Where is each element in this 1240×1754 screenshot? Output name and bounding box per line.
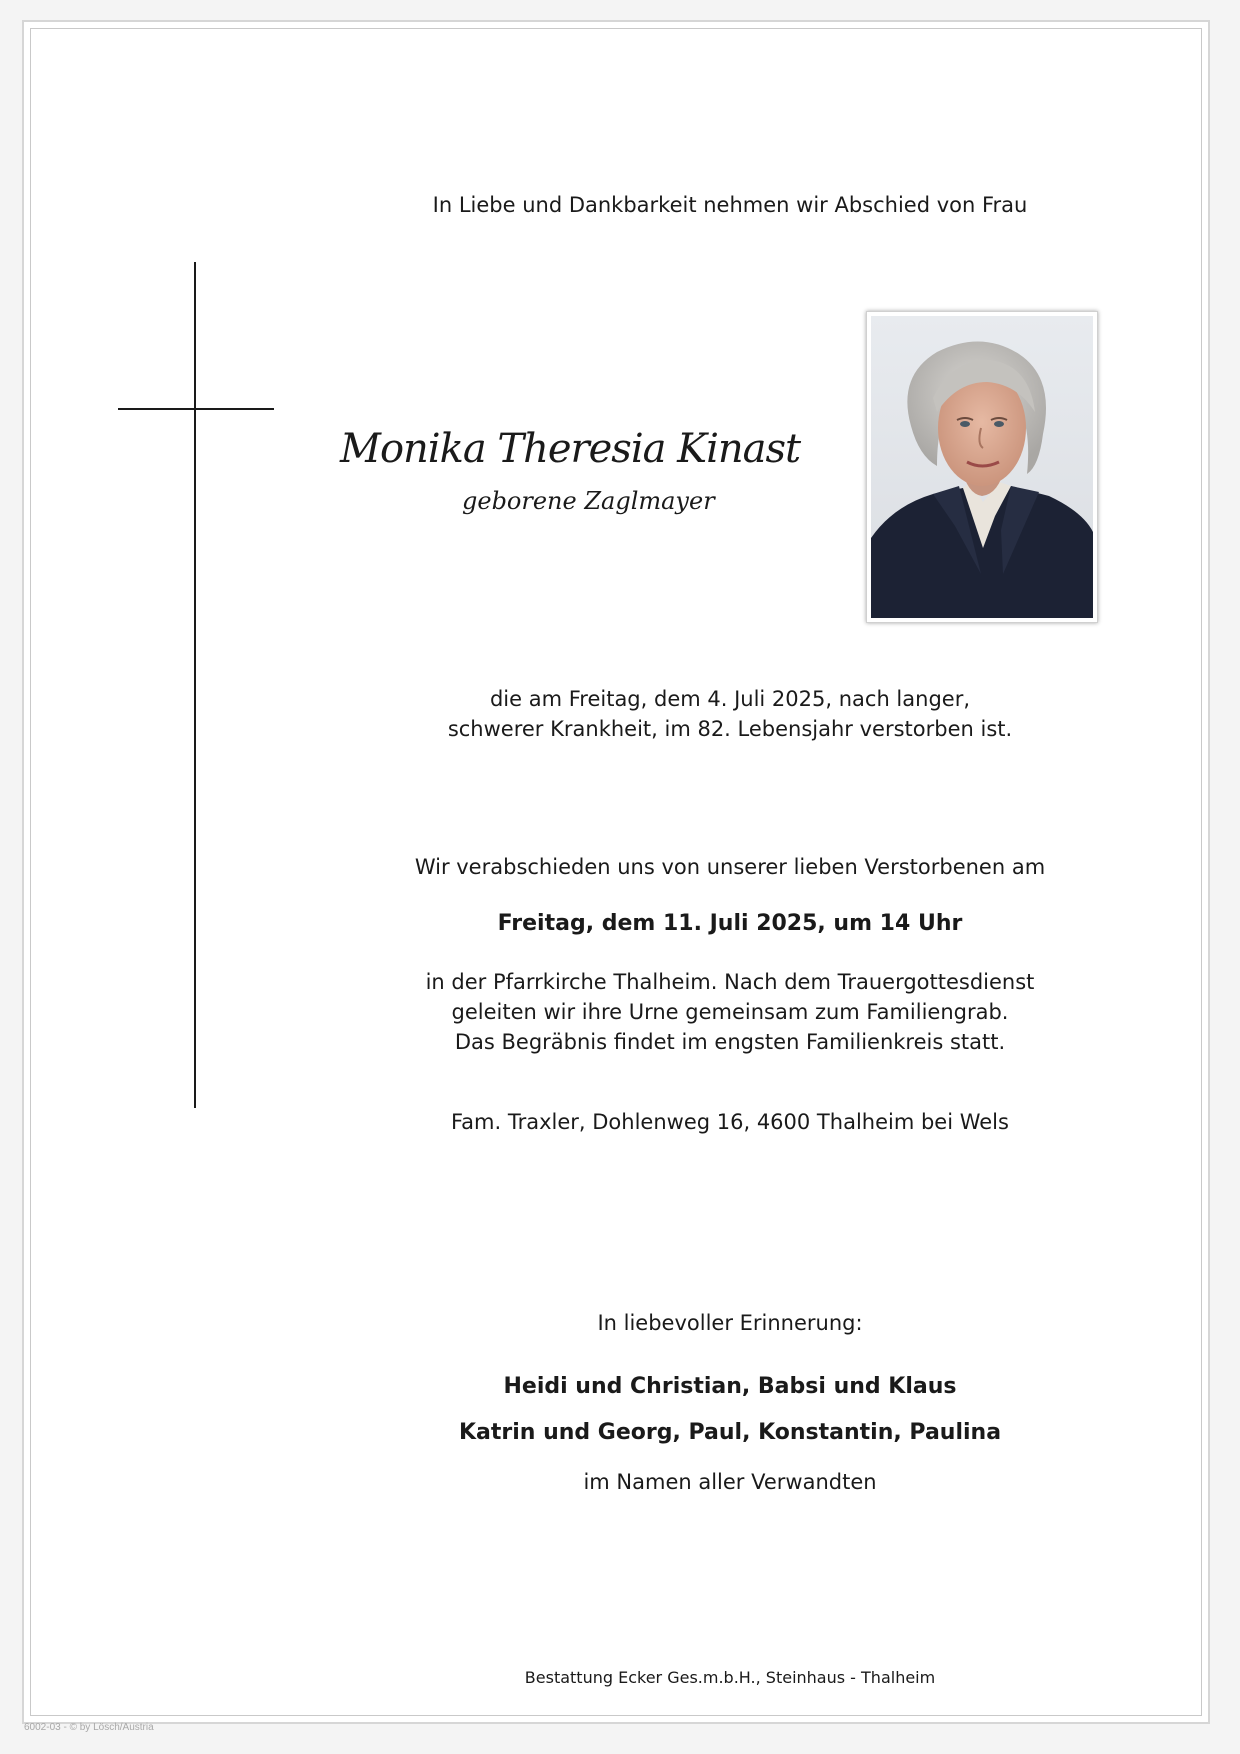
- farewell-intro: Wir verabschieden uns von unserer lieben Verstorbenen am: [414, 855, 1046, 879]
- deceased-name: Monika Theresia Kinast: [340, 426, 801, 472]
- mourners-line: Katrin und Georg, Paul, Konstantin, Paulina: [458, 1420, 1002, 1445]
- mourners-line: Heidi und Christian, Babsi und Klaus: [503, 1374, 957, 1399]
- family-address: Fam. Traxler, Dohlenweg 16, 4600 Thalheim bei Wels: [451, 1110, 1009, 1134]
- funeral-home: Bestattung Ecker Ges.m.b.H., Steinhaus - Thalheim: [524, 1668, 936, 1687]
- death-notice-line: schwerer Krankheit, im 82. Lebensjahr verstorben ist.: [447, 717, 1013, 741]
- death-notice: [380, 684, 1080, 744]
- mourners-list: [380, 1364, 1080, 1456]
- funeral-date-time: Freitag, dem 11. Juli 2025, um 14 Uhr: [497, 911, 963, 936]
- ceremony-details-line: in der Pfarrkirche Thalheim. Nach dem Trauergottesdienst: [425, 970, 1035, 994]
- portrait-photo: [866, 311, 1098, 623]
- cross-horizontal-bar: [118, 408, 274, 410]
- ceremony-details: [380, 967, 1080, 1057]
- portrait-image: [871, 316, 1093, 618]
- death-notice-line: die am Freitag, dem 4. Juli 2025, nach langer,: [489, 687, 971, 711]
- ceremony-details-line: Das Begräbnis findet im engsten Familienkreis statt.: [454, 1030, 1006, 1054]
- maiden-name: geborene Zaglmayer: [462, 487, 715, 515]
- relatives-closing: im Namen aller Verwandten: [583, 1470, 877, 1494]
- print-code: 6002-03 - © by Lösch/Austria: [24, 1722, 154, 1733]
- memory-label: In liebevoller Erinnerung:: [597, 1311, 863, 1335]
- ceremony-details-line: geleiten wir ihre Urne gemeinsam zum Familiengrab.: [451, 1000, 1009, 1024]
- cross-vertical-bar: [194, 262, 196, 1108]
- intro-text: In Liebe und Dankbarkeit nehmen wir Abschied von Frau: [432, 193, 1028, 217]
